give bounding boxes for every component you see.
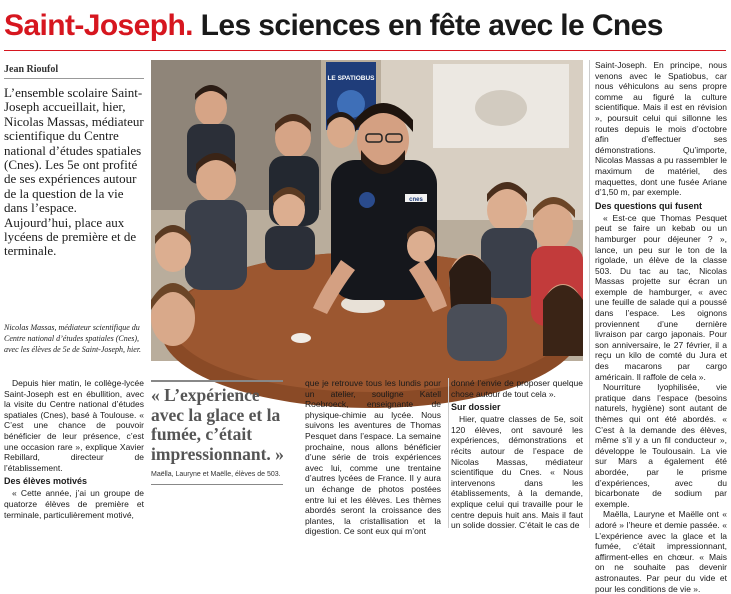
article-column-4	[595, 60, 727, 594]
col3-paragraph-1: donné l’envie de proposer quelque chose autour de tout cela ».	[451, 378, 583, 399]
column-separator	[448, 378, 449, 528]
column-separator	[589, 60, 590, 528]
headline-title: Les sciences en fête avec le Cnes	[200, 9, 663, 42]
headline	[4, 6, 728, 46]
col4-paragraph-1: Saint-Joseph. En principe, nous venons avec le Spatiobus, car nous véhiculons au sens propre comme au figuré la culture scientifique. Mais il est en révision », poursuit celui qui sillonne les routes depuis le mois d’octobre afin d’effectuer ses démonstrations. Qu’importe, Nicolas Massas a pu rassembler le maximum de matériel, des maquettes, dont une fusée Ariane d’1,50 m, par exemple.	[595, 60, 727, 198]
pull-quote-attribution: Maëlla, Lauryne et Maëlle, élèves de 503.	[151, 471, 281, 478]
article-column-3	[451, 378, 583, 531]
quote-rule-top	[151, 380, 283, 382]
col4-subheading: Des questions qui fusent	[595, 200, 703, 211]
quote-rule-bottom	[151, 484, 283, 485]
pull-quote: « L’expérience avec la glace et la fumée, c’était impressionnant. »	[151, 385, 284, 464]
col4-paragraph-4: Maëlla, Lauryne et Maëlle ont « adoré » l’heure et demie passée. « L’expérience avec la glace et la fumée, c’était impressionnant, affirment-elles en chœur. « Mais on ne souhaite pas devenir astronautes. Par peur du vide et pour les conditions de vie ».	[595, 509, 727, 594]
col3-paragraph-2: Hier, quatre classes de 5e, soit 120 élèves, ont savouré les expériences, démonstrations et récits autour de l’espace de Nicolas Massas, médiateur scientifique du Cnes. « Nous intervenons dans les établissements, à la demande, explique celui qui travaille pour le centre depuis huit ans. Mais il faut un solide dossier. C’était le cas de	[451, 414, 583, 531]
lead-paragraph: L’ensemble scolaire Saint-Joseph accueillait, hier, Nicolas Massas, médiateur scientifique du Centre national d’études spatiales (Cnes). Les 5e ont profité de ses expériences autour de la question de la vie dans l’espace. Aujourd’hui, place aux lycéens de première et de terminale.	[4, 85, 144, 259]
byline: Jean Rioufol	[4, 64, 59, 75]
headline-rule	[4, 50, 726, 51]
col3-subheading: Sur dossier	[451, 402, 501, 413]
col4-paragraph-3: Nourriture lyophilisée, vie pratique dans l’espace (besoins naturels, hygiène) sont autant de thèmes qui ont été abordés. « C’est à la demande des élèves, même s’il y a un fil conducteur », développe le Toulousain. La vie sur Mars a également été abordée, par le prisme d’expériences, avec du bicarbonate de sodium par exemple.	[595, 382, 727, 509]
article-photo	[151, 60, 583, 361]
article-column-2	[305, 378, 441, 537]
byline-rule	[4, 78, 144, 79]
col1-paragraph-1: Depuis hier matin, le collège-lycée Saint-Joseph est en ébullition, avec la visite du Centre national d’études spatiales (Cnes), basé à Toulouse. « C’est une chance de pouvoir bénéficier de leur présence, c’est une occasion rare », explique Xavier Rebillard, directeur de l’établissement.	[4, 378, 144, 473]
photo-caption: Nicolas Massas, médiateur scientifique du Centre national d’études spatiales (Cnes), avec les élèves de 5e de Saint-Joseph, hier.	[4, 323, 142, 354]
headline-kicker: Saint-Joseph.	[4, 9, 193, 42]
col1-subheading: Des élèves motivés	[4, 476, 88, 487]
col2-paragraph-1: que je retrouve tous les lundis pour un atelier, souligne Katell Roebroeck, enseignante de physique-chimie au lycée. Nous suivons les aventures de Thomas Pesquet dans l’espace. La semaine prochaine, nous allons bénéficier d’une série de trois expériences avec lui, comme une trentaine d’autres lycées de France. Il y aura un échange de photos postées entre lui et les élèves. Les thèmes abordés seront la croissance des plantes, la cristallisation et la digestion. Ce sont eux qui m’ont	[305, 378, 441, 537]
col4-paragraph-2: « Est-ce que Thomas Pesquet peut se faire un kebab ou un hamburger pour déjeuner ? », lance, un peu sur le ton de la rigolade, un élève de la classe 503. Du tac au tac, Nicolas Massas projette sur écran un exemple de hamburger, « avec une feuille de salade qui a poussé dans l’espace. Les oignons proviennent d’une dernière livraison par cargo japonais. Pour son anniversaire, le 27 février, il a reçu un kilo de comté du Jura et des macarons par cargo américain. Il raffole de cela ».	[595, 212, 727, 382]
article-column-1	[4, 378, 144, 520]
poster-banner: LE SPATIOBUS	[327, 75, 375, 82]
shirt-logo: cnes	[409, 197, 423, 203]
photo-illustration	[151, 60, 583, 361]
col1-paragraph-2: « Cette année, j’ai un groupe de quatorze élèves de première et terminale, particulièrement motivé,	[4, 488, 144, 520]
